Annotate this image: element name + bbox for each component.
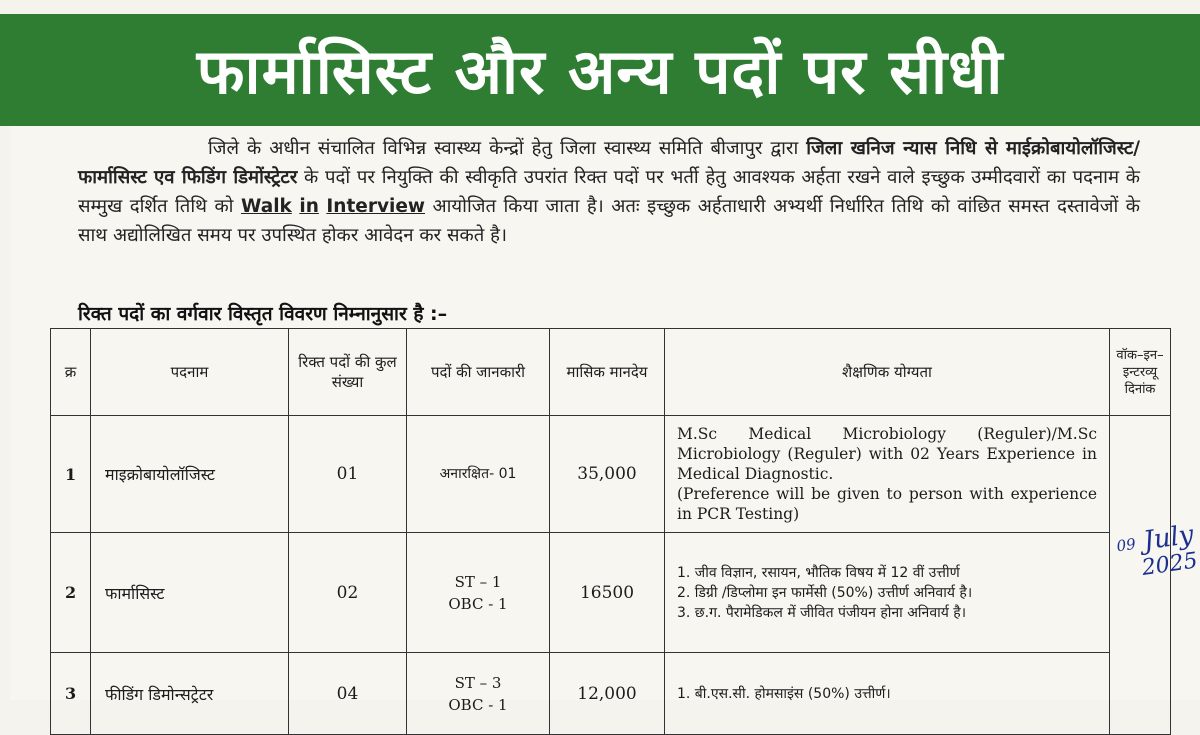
row-info-line2: OBC - 1 xyxy=(448,594,508,613)
notice-text-1: जिले के अधीन संचालित विभिन्न स्वास्थ्य केन्द्रों हेतु जिला स्वास्थ्य समिति बीजापुर द्वारा xyxy=(208,138,807,159)
qualification-line-1: 1. जीव विज्ञान, रसायन, भौतिक विषय में 12 वीं उत्तीर्ण xyxy=(677,564,960,581)
notice-text-2: के पदों पर नियुक्ति की स्वीकृति उपरांत रिक्त पदों पर भर्ती हेतु आवश्यक अर्हता रखने वाले इच्छुक उम्मीदवारों का पदनाम के सम्मुख दर्शित तिथि को xyxy=(78,167,1140,217)
qualification-line-3: 3. छ.ग. पैरामेडिकल में जीवित पंजीयन होना अनिवार्य है। xyxy=(677,604,967,621)
date-year: 2025 xyxy=(1140,548,1200,581)
header-sno: क्र xyxy=(51,329,91,416)
row-info-line1: ST – 3 xyxy=(454,673,502,692)
notice-paragraph xyxy=(78,134,1140,250)
page-title: फार्मासिस्ट और अन्य पदों पर सीधी xyxy=(196,35,1004,108)
table-heading: रिक्त पदों का वर्गवार विस्तृत विवरण निम्नानुसार है :– xyxy=(78,303,448,325)
header-qualification: शैक्षणिक योग्यता xyxy=(665,329,1110,416)
table-header-row xyxy=(51,329,1171,416)
row-post: फार्मासिस्ट xyxy=(91,533,289,653)
in-word: in xyxy=(299,196,319,217)
notice-text-bold: जिला खनिज न्यास निधि से माईक्रोबायोलॉजिस्ट/फार्मासिस्ट एव फिडिंग डिमोंस्ट्रेटर xyxy=(78,138,1140,188)
notice-text-3: आयोजित किया जाता है। अतः इच्छुक अर्हताधारी अभ्यर्थी निर्धारित तिथि को वांछित समस्त दस्तावेजों के साथ अद्योलिखित समय पर उपस्थित होकर आवेदन कर सकते है। xyxy=(78,196,1140,246)
interview-word: Interview xyxy=(326,196,425,217)
vacancy-table xyxy=(50,328,1200,735)
interview-date-cell xyxy=(1110,416,1200,735)
row-info-line2: OBC - 1 xyxy=(448,695,508,714)
table-row xyxy=(51,416,1171,533)
qualification-line-1: 1. बी.एस.सी. होमसाइंस (50%) उत्तीर्ण। xyxy=(677,685,891,702)
row-qualification xyxy=(665,416,1110,533)
row-info-line1: ST – 1 xyxy=(454,572,502,591)
table-row xyxy=(51,533,1171,653)
header-info: पदों की जानकारी xyxy=(407,329,550,416)
row-info-line1: अनारक्षित- 01 xyxy=(439,466,517,482)
qualification-line-2: 2. डिग्री /डिप्लोमा इन फार्मेसी (50%) उत्तीर्ण अनिवार्य है। xyxy=(677,584,973,601)
date-month: July xyxy=(1141,519,1196,557)
row-salary: 12,000 xyxy=(550,653,665,735)
header-date: वॉक–इन–इन्टरव्यू दिनांक xyxy=(1110,329,1171,416)
qualification-preference: (Preference will be given to person with experience in PCR Testing) xyxy=(677,485,1097,523)
row-qualification xyxy=(665,653,1110,735)
row-info xyxy=(407,653,550,735)
row-qualification xyxy=(665,533,1110,653)
qualification-text: M.Sc Medical Microbiology (Reguler)/M.Sc Microbiology (Reguler) with 02 Years Experience in Medical Diagnostic. xyxy=(677,425,1097,483)
row-count: 04 xyxy=(289,653,407,735)
table-row xyxy=(51,653,1171,735)
row-sno: 2 xyxy=(51,533,91,653)
row-sno: 1 xyxy=(51,416,91,533)
row-salary: 35,000 xyxy=(550,416,665,533)
walk-word: Walk xyxy=(240,196,292,217)
header-count: रिक्त पदों की कुल संख्या xyxy=(289,329,407,416)
row-count: 02 xyxy=(289,533,407,653)
interview-date xyxy=(1115,520,1200,585)
row-salary: 16500 xyxy=(550,533,665,653)
row-info xyxy=(407,533,550,653)
row-sno: 3 xyxy=(51,653,91,735)
header-salary: मासिक मानदेय xyxy=(550,329,665,416)
row-post: माइक्रोबायोलॉजिस्ट xyxy=(91,416,289,533)
row-post: फीडिंग डिमोन्सट्रेटर xyxy=(91,653,289,735)
header-post: पदनाम xyxy=(91,329,289,416)
row-count: 01 xyxy=(289,416,407,533)
row-info xyxy=(407,416,550,533)
date-day: 09 xyxy=(1115,534,1137,556)
